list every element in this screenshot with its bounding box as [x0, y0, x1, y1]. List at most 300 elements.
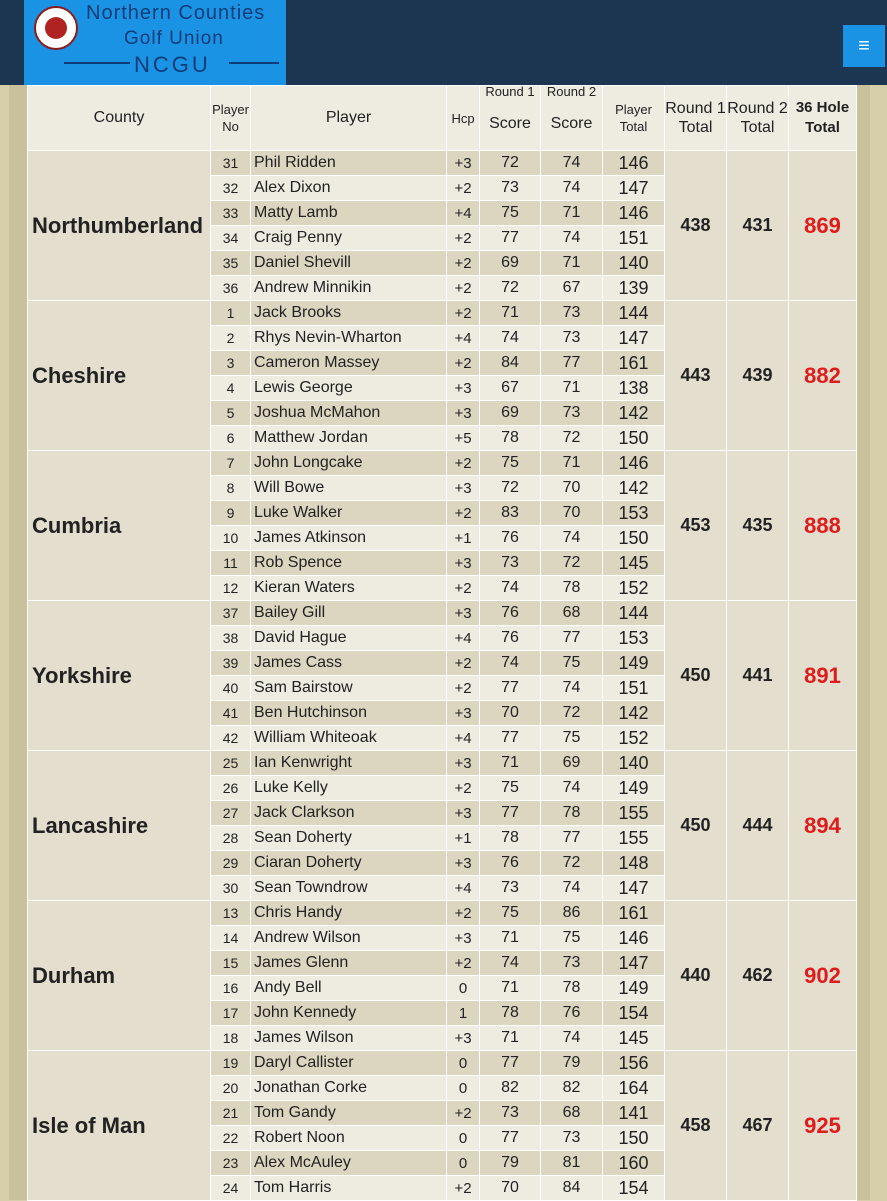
player-total: 150 [603, 426, 665, 451]
player-total: 145 [603, 1026, 665, 1051]
player-total: 144 [603, 301, 665, 326]
player-number: 16 [211, 976, 251, 1001]
player-total: 152 [603, 576, 665, 601]
header-county: County [28, 86, 211, 151]
county-36-hole-total: 894 [789, 751, 857, 901]
player-handicap: +2 [447, 651, 480, 676]
round1-score: 75 [480, 901, 541, 926]
player-handicap: +2 [447, 676, 480, 701]
player-handicap: +4 [447, 326, 480, 351]
player-name: Luke Walker [251, 501, 447, 526]
player-total: 141 [603, 1101, 665, 1126]
player-number: 20 [211, 1076, 251, 1101]
round2-score: 74 [541, 876, 603, 901]
player-name: Cameron Massey [251, 351, 447, 376]
county-36-hole-total: 869 [789, 151, 857, 301]
round2-score: 77 [541, 826, 603, 851]
round1-score: 77 [480, 226, 541, 251]
player-name: Jonathan Corke [251, 1076, 447, 1101]
player-handicap: +3 [447, 851, 480, 876]
round1-score: 76 [480, 851, 541, 876]
county-36-hole-total: 891 [789, 601, 857, 751]
player-total: 140 [603, 751, 665, 776]
county-round1-total: 450 [665, 601, 727, 751]
player-handicap: +2 [447, 776, 480, 801]
player-handicap: +4 [447, 626, 480, 651]
player-number: 10 [211, 526, 251, 551]
player-number: 40 [211, 676, 251, 701]
player-total: 151 [603, 226, 665, 251]
county-round2-total: 444 [727, 751, 789, 901]
player-number: 9 [211, 501, 251, 526]
player-handicap: +3 [447, 751, 480, 776]
round2-score: 72 [541, 701, 603, 726]
county-36-hole-total: 882 [789, 301, 857, 451]
player-handicap: 1 [447, 1001, 480, 1026]
player-number: 38 [211, 626, 251, 651]
round2-score: 74 [541, 226, 603, 251]
round2-score: 69 [541, 751, 603, 776]
player-total: 145 [603, 551, 665, 576]
player-total: 138 [603, 376, 665, 401]
player-name: Ciaran Doherty [251, 851, 447, 876]
county-name: Lancashire [28, 751, 211, 901]
player-handicap: 0 [447, 976, 480, 1001]
round1-score: 77 [480, 801, 541, 826]
header-player-no: Player No [211, 86, 251, 151]
player-handicap: +2 [447, 176, 480, 201]
round1-score: 73 [480, 1101, 541, 1126]
player-number: 6 [211, 426, 251, 451]
player-number: 1 [211, 301, 251, 326]
county-name: Yorkshire [28, 601, 211, 751]
player-number: 29 [211, 851, 251, 876]
player-total: 142 [603, 701, 665, 726]
county-round2-total: 441 [727, 601, 789, 751]
player-handicap: +3 [447, 551, 480, 576]
player-number: 7 [211, 451, 251, 476]
player-handicap: +3 [447, 401, 480, 426]
player-number: 24 [211, 1176, 251, 1201]
player-total: 144 [603, 601, 665, 626]
round1-score: 73 [480, 176, 541, 201]
round1-score: 71 [480, 751, 541, 776]
logo-abbreviation: NCGU [134, 52, 211, 77]
round1-score: 71 [480, 926, 541, 951]
player-handicap: +3 [447, 701, 480, 726]
round1-score: 76 [480, 626, 541, 651]
player-handicap: +1 [447, 826, 480, 851]
player-name: Robert Noon [251, 1126, 447, 1151]
player-number: 4 [211, 376, 251, 401]
player-number: 42 [211, 726, 251, 751]
player-total: 146 [603, 151, 665, 176]
round1-score: 69 [480, 401, 541, 426]
player-name: Andrew Minnikin [251, 276, 447, 301]
player-name: James Glenn [251, 951, 447, 976]
player-number: 14 [211, 926, 251, 951]
player-name: Daniel Shevill [251, 251, 447, 276]
player-total: 153 [603, 626, 665, 651]
player-number: 13 [211, 901, 251, 926]
player-handicap: +4 [447, 876, 480, 901]
player-number: 11 [211, 551, 251, 576]
player-number: 25 [211, 751, 251, 776]
player-name: Tom Harris [251, 1176, 447, 1201]
player-total: 148 [603, 851, 665, 876]
player-name: Chris Handy [251, 901, 447, 926]
player-name: Daryl Callister [251, 1051, 447, 1076]
header-player: Player [251, 86, 447, 151]
player-total: 152 [603, 726, 665, 751]
round2-score: 78 [541, 976, 603, 1001]
round1-score: 79 [480, 1151, 541, 1176]
player-total: 147 [603, 951, 665, 976]
county-round1-total: 453 [665, 451, 727, 601]
header-round1-total: Round 1 Total [665, 86, 727, 151]
player-total: 160 [603, 1151, 665, 1176]
county-round2-total: 439 [727, 301, 789, 451]
player-number: 28 [211, 826, 251, 851]
player-total: 146 [603, 201, 665, 226]
round2-score: 75 [541, 651, 603, 676]
round2-score: 70 [541, 476, 603, 501]
round1-score: 70 [480, 701, 541, 726]
player-handicap: +2 [447, 501, 480, 526]
player-name: Andrew Wilson [251, 926, 447, 951]
player-name: James Cass [251, 651, 447, 676]
county-36-hole-total: 925 [789, 1051, 857, 1201]
player-name: William Whiteoak [251, 726, 447, 751]
round2-score: 67 [541, 276, 603, 301]
player-total: 149 [603, 776, 665, 801]
round2-score: 79 [541, 1051, 603, 1076]
round1-score: 84 [480, 351, 541, 376]
player-total: 146 [603, 926, 665, 951]
round1-score: 77 [480, 1051, 541, 1076]
player-total: 155 [603, 826, 665, 851]
player-total: 149 [603, 651, 665, 676]
player-handicap: +4 [447, 726, 480, 751]
round2-score: 71 [541, 376, 603, 401]
county-round1-total: 438 [665, 151, 727, 301]
player-total: 150 [603, 526, 665, 551]
logo-title-line2: Golf Union [124, 28, 224, 49]
player-handicap: +2 [447, 226, 480, 251]
county-round2-total: 467 [727, 1051, 789, 1201]
player-total: 142 [603, 401, 665, 426]
player-total: 164 [603, 1076, 665, 1101]
round1-score: 69 [480, 251, 541, 276]
player-handicap: +3 [447, 926, 480, 951]
player-number: 33 [211, 201, 251, 226]
player-name: John Longcake [251, 451, 447, 476]
round2-score: 72 [541, 426, 603, 451]
player-number: 15 [211, 951, 251, 976]
round2-score: 71 [541, 251, 603, 276]
player-total: 142 [603, 476, 665, 501]
player-name: Matthew Jordan [251, 426, 447, 451]
round1-score: 74 [480, 326, 541, 351]
player-name: Kieran Waters [251, 576, 447, 601]
player-handicap: +2 [447, 301, 480, 326]
player-handicap: +3 [447, 1026, 480, 1051]
round1-score: 78 [480, 826, 541, 851]
player-number: 26 [211, 776, 251, 801]
county-round2-total: 435 [727, 451, 789, 601]
player-name: Phil Ridden [251, 151, 447, 176]
player-number: 3 [211, 351, 251, 376]
player-handicap: +3 [447, 476, 480, 501]
table-row [28, 451, 857, 476]
round2-score: 76 [541, 1001, 603, 1026]
logo-title-line1: Northern Counties [86, 2, 266, 24]
header-round1-score [480, 86, 541, 151]
player-number: 21 [211, 1101, 251, 1126]
player-name: Alex Dixon [251, 176, 447, 201]
player-number: 19 [211, 1051, 251, 1076]
round1-score: 77 [480, 726, 541, 751]
results-body [28, 151, 857, 1201]
player-total: 147 [603, 326, 665, 351]
player-handicap: +2 [447, 901, 480, 926]
round1-score: 71 [480, 976, 541, 1001]
player-total: 154 [603, 1176, 665, 1201]
player-handicap: +3 [447, 376, 480, 401]
player-name: Matty Lamb [251, 201, 447, 226]
player-total: 146 [603, 451, 665, 476]
player-handicap: +3 [447, 601, 480, 626]
round2-score: 72 [541, 551, 603, 576]
round2-score: 73 [541, 301, 603, 326]
player-total: 153 [603, 501, 665, 526]
round1-score: 75 [480, 451, 541, 476]
player-number: 12 [211, 576, 251, 601]
player-total: 147 [603, 876, 665, 901]
player-name: Luke Kelly [251, 776, 447, 801]
player-number: 34 [211, 226, 251, 251]
player-number: 22 [211, 1126, 251, 1151]
header-player-total: Player Total [603, 86, 665, 151]
player-handicap: +4 [447, 201, 480, 226]
player-name: Rhys Nevin-Wharton [251, 326, 447, 351]
round2-score: 86 [541, 901, 603, 926]
player-total: 151 [603, 676, 665, 701]
player-handicap: 0 [447, 1076, 480, 1101]
round1-score: 74 [480, 651, 541, 676]
player-name: Lewis George [251, 376, 447, 401]
round2-score: 74 [541, 151, 603, 176]
ncgu-logo[interactable] [24, 0, 286, 85]
round1-score: 77 [480, 676, 541, 701]
player-number: 30 [211, 876, 251, 901]
player-handicap: 0 [447, 1126, 480, 1151]
player-handicap: 0 [447, 1151, 480, 1176]
round1-score: 67 [480, 376, 541, 401]
player-number: 39 [211, 651, 251, 676]
round1-score: 76 [480, 601, 541, 626]
county-round1-total: 443 [665, 301, 727, 451]
round2-score: 68 [541, 601, 603, 626]
player-number: 18 [211, 1026, 251, 1051]
round2-score: 77 [541, 626, 603, 651]
round2-score: 72 [541, 851, 603, 876]
round1-score: 73 [480, 876, 541, 901]
player-name: Ben Hutchinson [251, 701, 447, 726]
round1-score: 74 [480, 576, 541, 601]
player-name: Will Bowe [251, 476, 447, 501]
player-handicap: +2 [447, 1176, 480, 1201]
player-total: 149 [603, 976, 665, 1001]
round2-score: 81 [541, 1151, 603, 1176]
header-round2-score-label: Score [550, 115, 593, 132]
player-handicap: +2 [447, 251, 480, 276]
player-number: 37 [211, 601, 251, 626]
round1-score: 72 [480, 276, 541, 301]
player-handicap: +3 [447, 151, 480, 176]
player-total: 161 [603, 901, 665, 926]
county-name: Northumberland [28, 151, 211, 301]
header-36-hole-total: 36 Hole Total [789, 86, 857, 151]
player-number: 27 [211, 801, 251, 826]
player-number: 32 [211, 176, 251, 201]
round1-score: 71 [480, 301, 541, 326]
round2-score: 78 [541, 801, 603, 826]
player-name: Sean Doherty [251, 826, 447, 851]
player-total: 155 [603, 801, 665, 826]
player-handicap: 0 [447, 1051, 480, 1076]
round2-score: 74 [541, 676, 603, 701]
round2-score: 78 [541, 576, 603, 601]
hamburger-menu-icon[interactable]: ≡ [843, 25, 885, 67]
player-name: Craig Penny [251, 226, 447, 251]
rose-emblem-icon [34, 6, 78, 50]
player-number: 17 [211, 1001, 251, 1026]
player-name: Sam Bairstow [251, 676, 447, 701]
header-round1-label: Round 1 [485, 84, 535, 99]
county-round1-total: 458 [665, 1051, 727, 1201]
round2-score: 74 [541, 776, 603, 801]
round2-score: 68 [541, 1101, 603, 1126]
player-total: 150 [603, 1126, 665, 1151]
player-name: Rob Spence [251, 551, 447, 576]
round1-score: 75 [480, 201, 541, 226]
round2-score: 74 [541, 526, 603, 551]
player-number: 5 [211, 401, 251, 426]
logo-rule-right [229, 62, 279, 64]
player-name: Tom Gandy [251, 1101, 447, 1126]
player-name: Andy Bell [251, 976, 447, 1001]
round2-score: 77 [541, 351, 603, 376]
player-handicap: +2 [447, 1101, 480, 1126]
round1-score: 73 [480, 551, 541, 576]
county-36-hole-total: 888 [789, 451, 857, 601]
player-name: James Atkinson [251, 526, 447, 551]
round2-score: 84 [541, 1176, 603, 1201]
player-handicap: +2 [447, 951, 480, 976]
round2-score: 73 [541, 326, 603, 351]
table-row [28, 901, 857, 926]
player-total: 156 [603, 1051, 665, 1076]
player-name: Ian Kenwright [251, 751, 447, 776]
round1-score: 78 [480, 426, 541, 451]
round1-score: 76 [480, 526, 541, 551]
round1-score: 78 [480, 1001, 541, 1026]
header-round2-score [541, 86, 603, 151]
table-row [28, 601, 857, 626]
round1-score: 82 [480, 1076, 541, 1101]
player-total: 161 [603, 351, 665, 376]
player-number: 41 [211, 701, 251, 726]
header-hcp: Hcp [447, 86, 480, 151]
round2-score: 73 [541, 401, 603, 426]
round2-score: 73 [541, 1126, 603, 1151]
header-round1-score-label: Score [489, 115, 531, 132]
logo-rule-left [64, 62, 130, 64]
player-name: John Kennedy [251, 1001, 447, 1026]
round1-score: 75 [480, 776, 541, 801]
player-number: 2 [211, 326, 251, 351]
round1-score: 72 [480, 151, 541, 176]
round2-score: 74 [541, 176, 603, 201]
table-row [28, 751, 857, 776]
round2-score: 70 [541, 501, 603, 526]
player-name: Bailey Gill [251, 601, 447, 626]
results-table [27, 85, 857, 1201]
player-handicap: +2 [447, 576, 480, 601]
round1-score: 72 [480, 476, 541, 501]
round2-score: 71 [541, 201, 603, 226]
player-handicap: +2 [447, 351, 480, 376]
table-row [28, 301, 857, 326]
player-number: 23 [211, 1151, 251, 1176]
county-round1-total: 440 [665, 901, 727, 1051]
page-border-right [856, 85, 870, 1200]
round1-score: 71 [480, 1026, 541, 1051]
player-name: David Hague [251, 626, 447, 651]
header-round2-label: Round 2 [546, 84, 597, 99]
player-handicap: +5 [447, 426, 480, 451]
player-name: Jack Clarkson [251, 801, 447, 826]
player-handicap: +2 [447, 451, 480, 476]
county-name: Cheshire [28, 301, 211, 451]
player-handicap: +3 [447, 801, 480, 826]
player-total: 140 [603, 251, 665, 276]
page-border-left [9, 85, 27, 1200]
header-round2-total: Round 2 Total [727, 86, 789, 151]
county-36-hole-total: 902 [789, 901, 857, 1051]
round2-score: 71 [541, 451, 603, 476]
player-handicap: +1 [447, 526, 480, 551]
round1-score: 74 [480, 951, 541, 976]
player-name: Jack Brooks [251, 301, 447, 326]
round2-score: 75 [541, 926, 603, 951]
table-header-row [28, 86, 857, 151]
table-row [28, 151, 857, 176]
county-name: Cumbria [28, 451, 211, 601]
round2-score: 73 [541, 951, 603, 976]
player-number: 8 [211, 476, 251, 501]
player-number: 36 [211, 276, 251, 301]
county-round2-total: 462 [727, 901, 789, 1051]
county-name: Isle of Man [28, 1051, 211, 1201]
player-name: James Wilson [251, 1026, 447, 1051]
player-name: Sean Towndrow [251, 876, 447, 901]
table-row [28, 1051, 857, 1076]
round2-score: 74 [541, 1026, 603, 1051]
round1-score: 77 [480, 1126, 541, 1151]
player-total: 139 [603, 276, 665, 301]
